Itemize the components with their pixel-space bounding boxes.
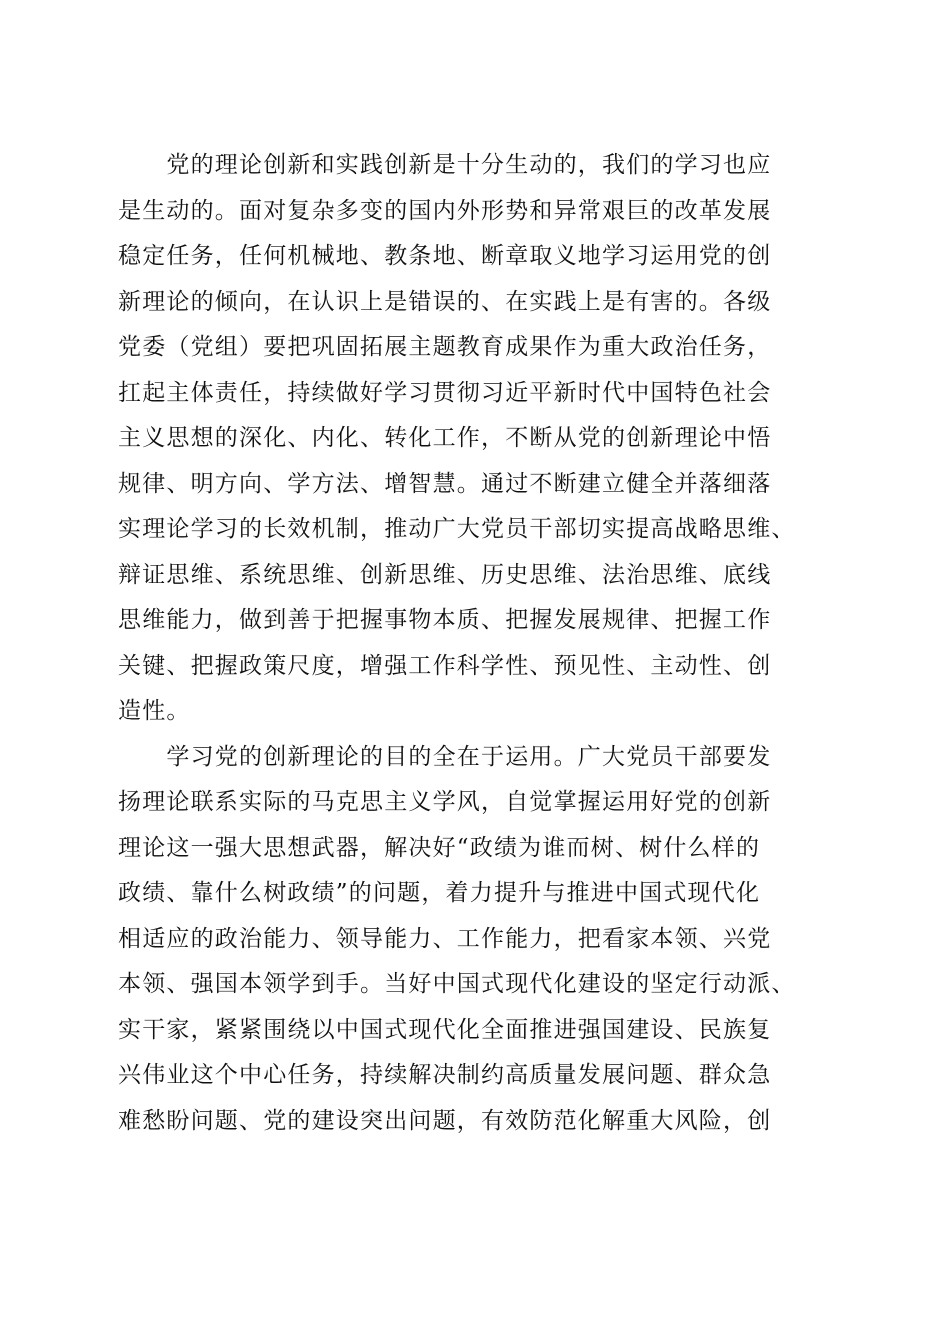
text-line: 辩证思维、系统思维、创新思维、历史思维、法治思维、底线 — [118, 561, 772, 588]
text-line: 政绩、靠什么树政绩”的问题，着力提升与推进中国式现代化 — [118, 880, 761, 906]
text-line: 思维能力，做到善于把握事物本质、把握发展规律、把握工作 — [118, 607, 772, 633]
text-line: 扬理论联系实际的马克思主义学风，自觉掌握运用好党的创新 — [118, 789, 772, 815]
text-line: 新理论的倾向，在认识上是错误的、在实践上是有害的。各级 — [118, 288, 772, 315]
text-line: 稳定任务，任何机械地、教条地、断章取义地学习运用党的创 — [118, 243, 772, 269]
text-line: 扛起主体责任，持续做好学习贯彻习近平新时代中国特色社会 — [118, 379, 772, 406]
body-text — [118, 143, 838, 1144]
text-line: 是生动的。面对复杂多变的国内外形势和异常艰巨的改革发展 — [118, 197, 772, 224]
text-line: 实干家，紧紧围绕以中国式现代化全面推进强国建设、民族复 — [118, 1016, 772, 1043]
text-line: 党委（党组）要把巩固拓展主题教育成果作为重大政治任务， — [118, 334, 772, 360]
paragraph-1 — [118, 143, 838, 735]
text-line: 相适应的政治能力、领导能力、工作能力，把看家本领、兴党 — [118, 925, 772, 952]
text-line: 兴伟业这个中心任务，持续解决制约高质量发展问题、群众急 — [118, 1062, 772, 1088]
text-line: 党的理论创新和实践创新是十分生动的，我们的学习也应 — [118, 152, 772, 178]
text-line: 理论这一强大思想武器，解决好“政绩为谁而树、树什么样的 — [118, 834, 761, 861]
text-line: 本领、强国本领学到手。当好中国式现代化建设的坚定行动派、 — [118, 971, 796, 997]
text-line: 主义思想的深化、内化、转化工作，不断从党的创新理论中悟 — [118, 425, 772, 451]
text-line: 关键、把握政策尺度，增强工作科学性、预见性、主动性、创 — [118, 652, 772, 679]
text-line: 实理论学习的长效机制，推动广大党员干部切实提高战略思维、 — [118, 516, 796, 542]
text-line: 学习党的创新理论的目的全在于运用。广大党员干部要发 — [118, 743, 772, 770]
text-line: 规律、明方向、学方法、增智慧。通过不断建立健全并落细落 — [118, 470, 772, 497]
text-line: 造性。 — [118, 698, 191, 724]
text-line: 难愁盼问题、党的建设突出问题，有效防范化解重大风险，创 — [118, 1107, 772, 1134]
paragraph-2 — [118, 735, 838, 1145]
